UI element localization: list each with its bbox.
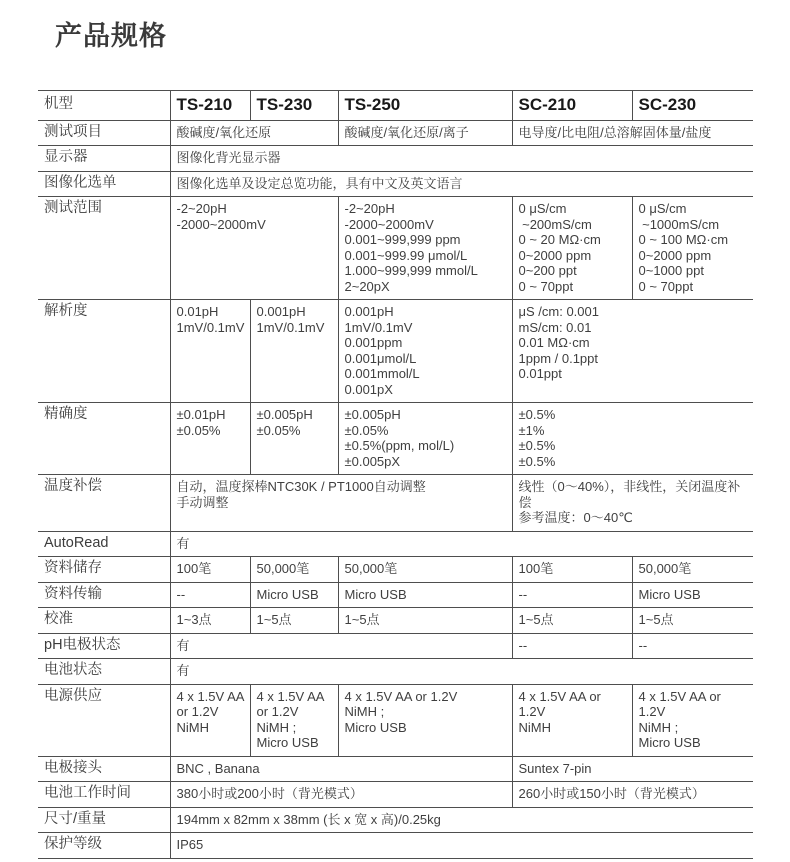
row-label: 保护等级 xyxy=(38,833,170,859)
spec-cell: 50,000笔 xyxy=(632,557,753,583)
header-model-ts-230: TS-230 xyxy=(250,91,338,121)
row-label: 测试项目 xyxy=(38,120,170,146)
table-row xyxy=(38,197,753,300)
table-row xyxy=(38,300,753,403)
spec-cell: 100笔 xyxy=(512,557,632,583)
spec-cell: -2~20pH -2000~2000mV xyxy=(170,197,338,300)
spec-cell: 自动，温度探棒NTC30K / PT1000自动调整 手动调整 xyxy=(170,475,512,532)
spec-table-body xyxy=(38,120,753,858)
spec-cell: ±0.005pH ±0.05% ±0.5%(ppm, mol/L) ±0.005pX xyxy=(338,403,512,475)
spec-cell: 图像化选单及设定总览功能，具有中文及英文语言 xyxy=(170,171,753,197)
row-label: 校准 xyxy=(38,608,170,634)
spec-cell: 0.001pH 1mV/0.1mV xyxy=(250,300,338,403)
spec-cell: 有 xyxy=(170,531,753,557)
header-model-sc-230: SC-230 xyxy=(632,91,753,121)
spec-cell: 1~5点 xyxy=(338,608,512,634)
table-row xyxy=(38,782,753,808)
header-model-sc-210: SC-210 xyxy=(512,91,632,121)
spec-cell: 0 μS/cm ~1000mS/cm 0 ~ 100 MΩ·cm 0~2000 ppm 0~1000 ppt 0 ~ 70ppt xyxy=(632,197,753,300)
spec-cell: ±0.01pH ±0.05% xyxy=(170,403,250,475)
header-model-ts-210: TS-210 xyxy=(170,91,250,121)
spec-cell: Suntex 7-pin xyxy=(512,756,753,782)
row-label: 资料储存 xyxy=(38,557,170,583)
row-label: 温度补偿 xyxy=(38,475,170,532)
table-row xyxy=(38,756,753,782)
spec-cell: 260小时或150小时（背光模式） xyxy=(512,782,753,808)
table-row xyxy=(38,146,753,172)
spec-cell: 50,000笔 xyxy=(250,557,338,583)
row-label: 资料传输 xyxy=(38,582,170,608)
page-title: 产品规格 xyxy=(55,21,167,51)
row-label: 精确度 xyxy=(38,403,170,475)
spec-cell: ±0.5% ±1% ±0.5% ±0.5% xyxy=(512,403,753,475)
row-label: pH电极状态 xyxy=(38,633,170,659)
spec-cell: 1~5点 xyxy=(632,608,753,634)
table-row xyxy=(38,403,753,475)
spec-cell: 线性（0～40%），非线性，关闭温度补偿 参考温度：0～40℃ xyxy=(512,475,753,532)
spec-cell: 1~3点 xyxy=(170,608,250,634)
row-label: 测试范围 xyxy=(38,197,170,300)
spec-cell: μS /cm: 0.001 mS/cm: 0.01 0.01 MΩ·cm 1ppm / 0.1ppt 0.01ppt xyxy=(512,300,753,403)
spec-cell: 100笔 xyxy=(170,557,250,583)
table-row xyxy=(38,475,753,532)
spec-cell: Micro USB xyxy=(338,582,512,608)
spec-cell: 1~5点 xyxy=(512,608,632,634)
spec-cell: 4 x 1.5V AA or 1.2V NiMH ; Micro USB xyxy=(632,684,753,756)
spec-cell: -2~20pH -2000~2000mV 0.001~999,999 ppm 0.001~999.99 μmol/L 1.000~999,999 mmol/L 2~20pX xyxy=(338,197,512,300)
spec-cell: 0 μS/cm ~200mS/cm 0 ~ 20 MΩ·cm 0~2000 ppm 0~200 ppt 0 ~ 70ppt xyxy=(512,197,632,300)
row-label: 电池工作时间 xyxy=(38,782,170,808)
spec-cell: ±0.005pH ±0.05% xyxy=(250,403,338,475)
spec-cell: 电导度/比电阻/总溶解固体量/盐度 xyxy=(512,120,753,146)
spec-cell: 0.001pH 1mV/0.1mV 0.001ppm 0.001μmol/L 0.001mmol/L 0.001pX xyxy=(338,300,512,403)
spec-cell: 4 x 1.5V AA or 1.2V NiMH xyxy=(512,684,632,756)
spec-cell: 酸碱度/氧化还原/离子 xyxy=(338,120,512,146)
table-row xyxy=(38,531,753,557)
header-label: 机型 xyxy=(38,91,170,121)
row-label: 电源供应 xyxy=(38,684,170,756)
table-row xyxy=(38,659,753,685)
row-label: 电极接头 xyxy=(38,756,170,782)
spec-cell: 194mm x 82mm x 38mm (长 x 宽 x 高)/0.25kg xyxy=(170,807,753,833)
spec-cell: -- xyxy=(632,633,753,659)
row-label: 电池状态 xyxy=(38,659,170,685)
table-row xyxy=(38,120,753,146)
spec-cell: 50,000笔 xyxy=(338,557,512,583)
spec-cell: 有 xyxy=(170,659,753,685)
spec-cell: 有 xyxy=(170,633,512,659)
spec-cell: 0.01pH 1mV/0.1mV xyxy=(170,300,250,403)
spec-cell: Micro USB xyxy=(632,582,753,608)
spec-cell: BNC , Banana xyxy=(170,756,512,782)
row-label: AutoRead xyxy=(38,531,170,557)
table-row xyxy=(38,608,753,634)
header-model-ts-250: TS-250 xyxy=(338,91,512,121)
row-label: 解析度 xyxy=(38,300,170,403)
spec-cell: -- xyxy=(170,582,250,608)
spec-cell: -- xyxy=(512,582,632,608)
spec-table xyxy=(38,90,753,859)
table-row xyxy=(38,582,753,608)
table-row xyxy=(38,684,753,756)
table-row xyxy=(38,633,753,659)
spec-cell: Micro USB xyxy=(250,582,338,608)
table-row xyxy=(38,807,753,833)
spec-cell: 图像化背光显示器 xyxy=(170,146,753,172)
spec-cell: 4 x 1.5V AA or 1.2V NiMH ; Micro USB xyxy=(338,684,512,756)
spec-cell: 1~5点 xyxy=(250,608,338,634)
table-header-row xyxy=(38,91,753,121)
table-row xyxy=(38,557,753,583)
table-row xyxy=(38,833,753,859)
row-label: 尺寸/重量 xyxy=(38,807,170,833)
table-row xyxy=(38,171,753,197)
spec-cell: IP65 xyxy=(170,833,753,859)
spec-cell: -- xyxy=(512,633,632,659)
spec-cell: 4 x 1.5V AA or 1.2V NiMH xyxy=(170,684,250,756)
row-label: 显示器 xyxy=(38,146,170,172)
spec-cell: 380小时或200小时（背光模式） xyxy=(170,782,512,808)
spec-cell: 4 x 1.5V AA or 1.2V NiMH ; Micro USB xyxy=(250,684,338,756)
row-label: 图像化选单 xyxy=(38,171,170,197)
spec-cell: 酸碱度/氧化还原 xyxy=(170,120,338,146)
